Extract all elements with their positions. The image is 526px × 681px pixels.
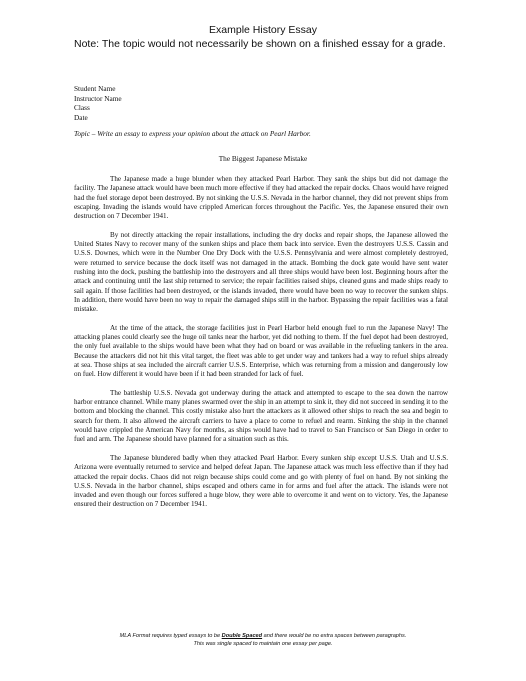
essay-paragraph-2: By not directly attacking the repair installations, including the dry docks and repair shops, the Japanese allowed the United States Navy to recover many of the sunken ships and place them back into service. Even the destroyers U.S.S. Cassin and U.S.S. Downes, which were in the Number One Dry Dock with the U.S.S. Pennsylvania and were almost completely destroyed, were returned to service because the dock itself was not damaged in the attack. Bombing the dock gate would have sent water rushing into the dock, pushing the battleship into the destroyers and all three ships would have been lost. Beginning hours after the attack and continuing until the last ship returned to service; the repair facilities raised ships, cleaned guns and made ships ready to sail again. If those facilities had been destroyed, or the islands invaded, there would have been no way to recover the sunken ships. In addition, there would have been no way to repair the damaged ships still in the harbor. Bypassing the repair facilities was a fatal mistake. bbox=[74, 230, 448, 314]
format-footer bbox=[0, 632, 526, 648]
essay-paragraph-5: The Japanese blundered badly when they attacked Pearl Harbor. Every sunken ship except U.S.S. Utah and U.S.S. Arizona were eventually returned to service and helped defeat Japan. The Japanese attack was much less effective than if they had attacked the repair docks. Chaos did not reign because ships could come and go with plenty of fuel on hand. By not sinking the U.S.S. Nevada in the harbor channel, ships escaped and others came in for arms and fuel after the attack. The islands were not invaded and even though our forces suffered a huge blow, they were able to overcome it and went on to victory. Yes, the Japanese ensured their destruction on 7 December 1941. bbox=[74, 453, 448, 509]
essay-topic: Topic – Write an essay to express your opinion about the attack on Pearl Harbor. bbox=[74, 129, 311, 138]
class-name: Class bbox=[74, 103, 90, 112]
essay-title: The Biggest Japanese Mistake bbox=[218, 154, 308, 163]
double-spaced-emphasis: Double Spaced bbox=[221, 633, 263, 639]
instructor-name: Instructor Name bbox=[74, 93, 122, 103]
footer-line-2: This was single spaced to maintain one essay per page. bbox=[193, 641, 333, 647]
student-info-block bbox=[74, 84, 122, 122]
student-name: Student Name bbox=[74, 84, 116, 93]
topic-note: Note: The topic would not necessarily be shown on a finished essay for a grade. bbox=[74, 38, 446, 50]
footer-line-1-end: and there would be no extra spaces between paragraphs. bbox=[262, 633, 407, 639]
footer-line-1-start: MLA Format requires typed essays to be bbox=[119, 633, 222, 639]
essay-paragraph-1: The Japanese made a huge blunder when they attacked Pearl Harbor. They sank the ships but did not damage the facility. The Japanese attack would have been much more effective if they had attacked the repair docks. Chaos would have reigned had the fuel storage depot been destroyed. By not sinking the U.S.S. Nevada in the harbor channel, they did not prevent ships from escaping. Invading the islands would have crippled American forces throughout the Pacific. Yes, the Japanese ensured their own destruction on 7 December 1941. bbox=[74, 175, 448, 221]
essay-paragraph-3: At the time of the attack, the storage facilities just in Pearl Harbor held enough fuel to run the Japanese Navy! The attacking planes could clearly see the huge oil tanks near the harbor, yet did nothing to them. If the fuel depot had been destroyed, the only fuel available to the ships would have been what they had on board or was available in the refueling tankers in the area. Because the attackers did not hit this vital target, the fleet was able to get under way and tankers had a way to refuel ships already at sea. Those ships at sea included the aircraft carrier U.S.S. Enterprise, which was returning from a mission and dangerously low on fuel. How different it would have been if it had been stranded for lack of fuel. bbox=[74, 323, 448, 379]
essay-body bbox=[74, 175, 448, 519]
essay-paragraph-4: The battleship U.S.S. Nevada got underway during the attack and attempted to escape to the sea down the narrow harbor entrance channel. While many planes swarmed over the ship in an attempt to sink it, they did not succeed in sending it to the bottom and blocking the channel. This costly mistake also hurt the attackers as it allowed other ships to reach the sea and begin to search for them. It also allowed the aircraft carriers to have a place to come to refuel and rearm. Sinking the ship in the channel would have crippled the American Navy for months, as ships would have had to travel to San Francisco or San Diego in order to fuel and arm. The Japanese should have planned for a situation such as this. bbox=[74, 388, 448, 444]
footer-line-1 bbox=[0, 632, 526, 640]
document-title: Example History Essay bbox=[209, 24, 317, 36]
date: Date bbox=[74, 112, 88, 122]
